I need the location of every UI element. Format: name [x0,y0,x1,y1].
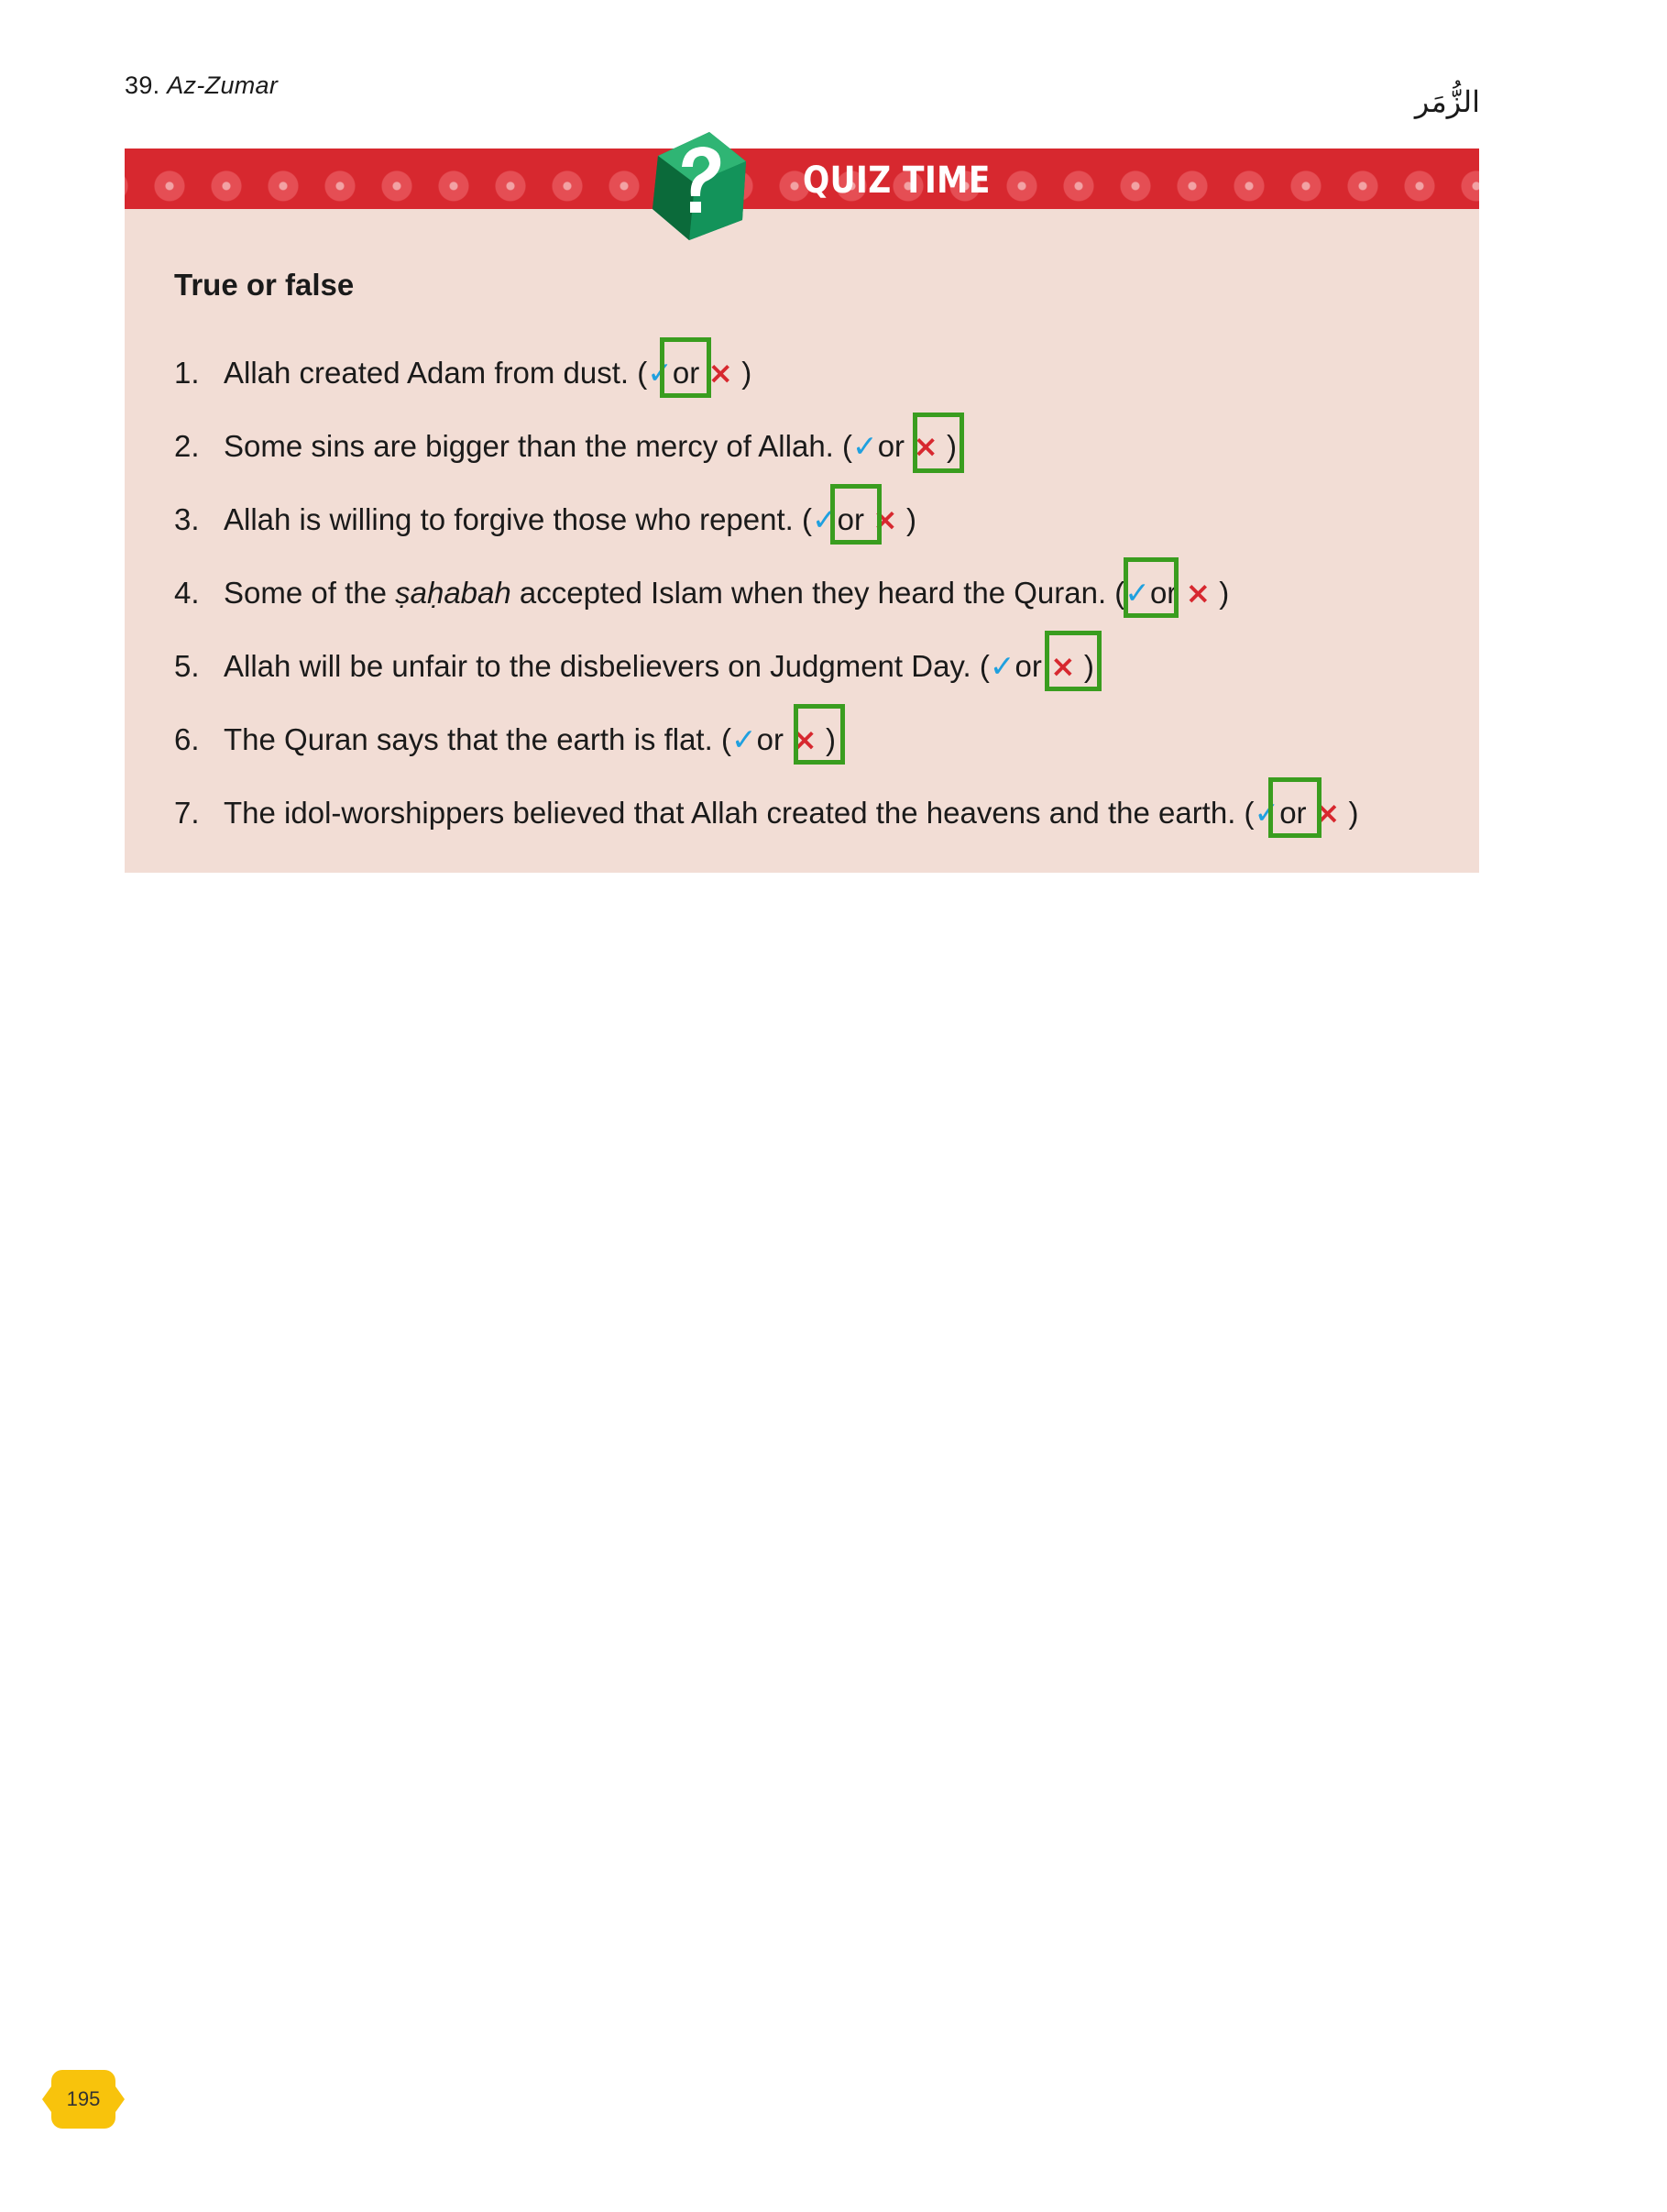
page-number: 195 [66,2087,101,2110]
cross-icon: × [913,428,938,464]
question-number: 6. [174,722,200,756]
answer-box-true [1268,777,1322,838]
question-row: 6. The Quran says that the earth is flat. (✓or × ) [174,717,836,763]
quiz-banner [125,149,1479,209]
or-word: or [756,722,784,756]
question-number: 1. [174,356,200,390]
question-number: 4. [174,576,200,610]
question-text-italic: ṣaḥabah [395,576,511,610]
or-word: or [672,356,700,390]
question-number: 7. [174,796,200,830]
check-icon: ✓ [1124,575,1150,611]
question-mark-box-icon [645,125,753,244]
chapter-number: 39. [125,72,160,99]
check-icon: ✓ [989,648,1015,684]
answer-box-false [913,413,964,473]
section-heading: True or false [174,268,355,302]
or-word: or [1149,576,1178,610]
check-icon: ✓ [1254,795,1280,831]
question-number: 5. [174,649,200,683]
arabic-chapter-title: الزُّمَر [1414,84,1480,119]
check-icon: ✓ [730,721,757,757]
question-row: 5. Allah will be unfair to the disbelievers on Judgment Day. (✓or × ) [174,644,1094,689]
answer-box-true [660,337,711,398]
or-word: or [1014,649,1042,683]
question-row: 7. The idol-worshippers believed that Allah created the heavens and the earth. (✓or × ) [174,790,1359,836]
question-text: Allah will be unfair to the disbelievers on Judgment Day. [224,649,971,683]
cross-icon: × [872,501,898,537]
page-number-badge [51,2070,115,2129]
question-row: 1. Allah created Adam from dust. (✓or × ) [174,350,751,396]
question-row: 3. Allah is willing to forgive those who repent. (✓or × ) [174,497,916,543]
answer-box-true [1124,557,1179,618]
cross-icon: × [1050,648,1076,684]
answer-box-false [794,704,845,765]
check-icon: ✓ [812,501,838,537]
chapter-name: Az-Zumar [167,72,279,99]
question-text: The idol-worshippers believed that Allah created the heavens and the earth. [224,796,1236,830]
question-text: The Quran says that the earth is flat. [224,722,713,756]
question-text-after: accepted Islam when they heard the Quran. [510,576,1107,610]
cross-icon: × [1185,575,1212,611]
quiz-panel [125,149,1479,873]
cross-icon: × [707,355,734,391]
check-icon: ✓ [852,428,878,464]
question-row: 2. Some sins are bigger than the mercy of Allah. (✓or × ) [174,424,957,469]
check-icon: ✓ [647,355,673,391]
question-text: Some sins are bigger than the mercy of Allah. [224,429,834,463]
question-number: 3. [174,502,200,536]
answer-box-true [830,484,882,545]
cross-icon: × [792,721,817,757]
or-word: or [1279,796,1307,830]
chapter-title [125,72,278,100]
or-word: or [837,502,864,536]
or-word: or [877,429,905,463]
question-text: Allah created Adam from dust. [224,356,630,390]
question-row: 4. Some of the ṣaḥabah accepted Islam when they heard the Quran. (✓or × ) [174,570,1229,616]
answer-box-false [1045,631,1102,691]
quiz-banner-title: QUIZ TIME [803,160,991,202]
question-text-before: Some of the [224,576,396,610]
cross-icon: × [1314,795,1341,831]
question-text: Allah is willing to forgive those who repent. [224,502,794,536]
question-number: 2. [174,429,200,463]
